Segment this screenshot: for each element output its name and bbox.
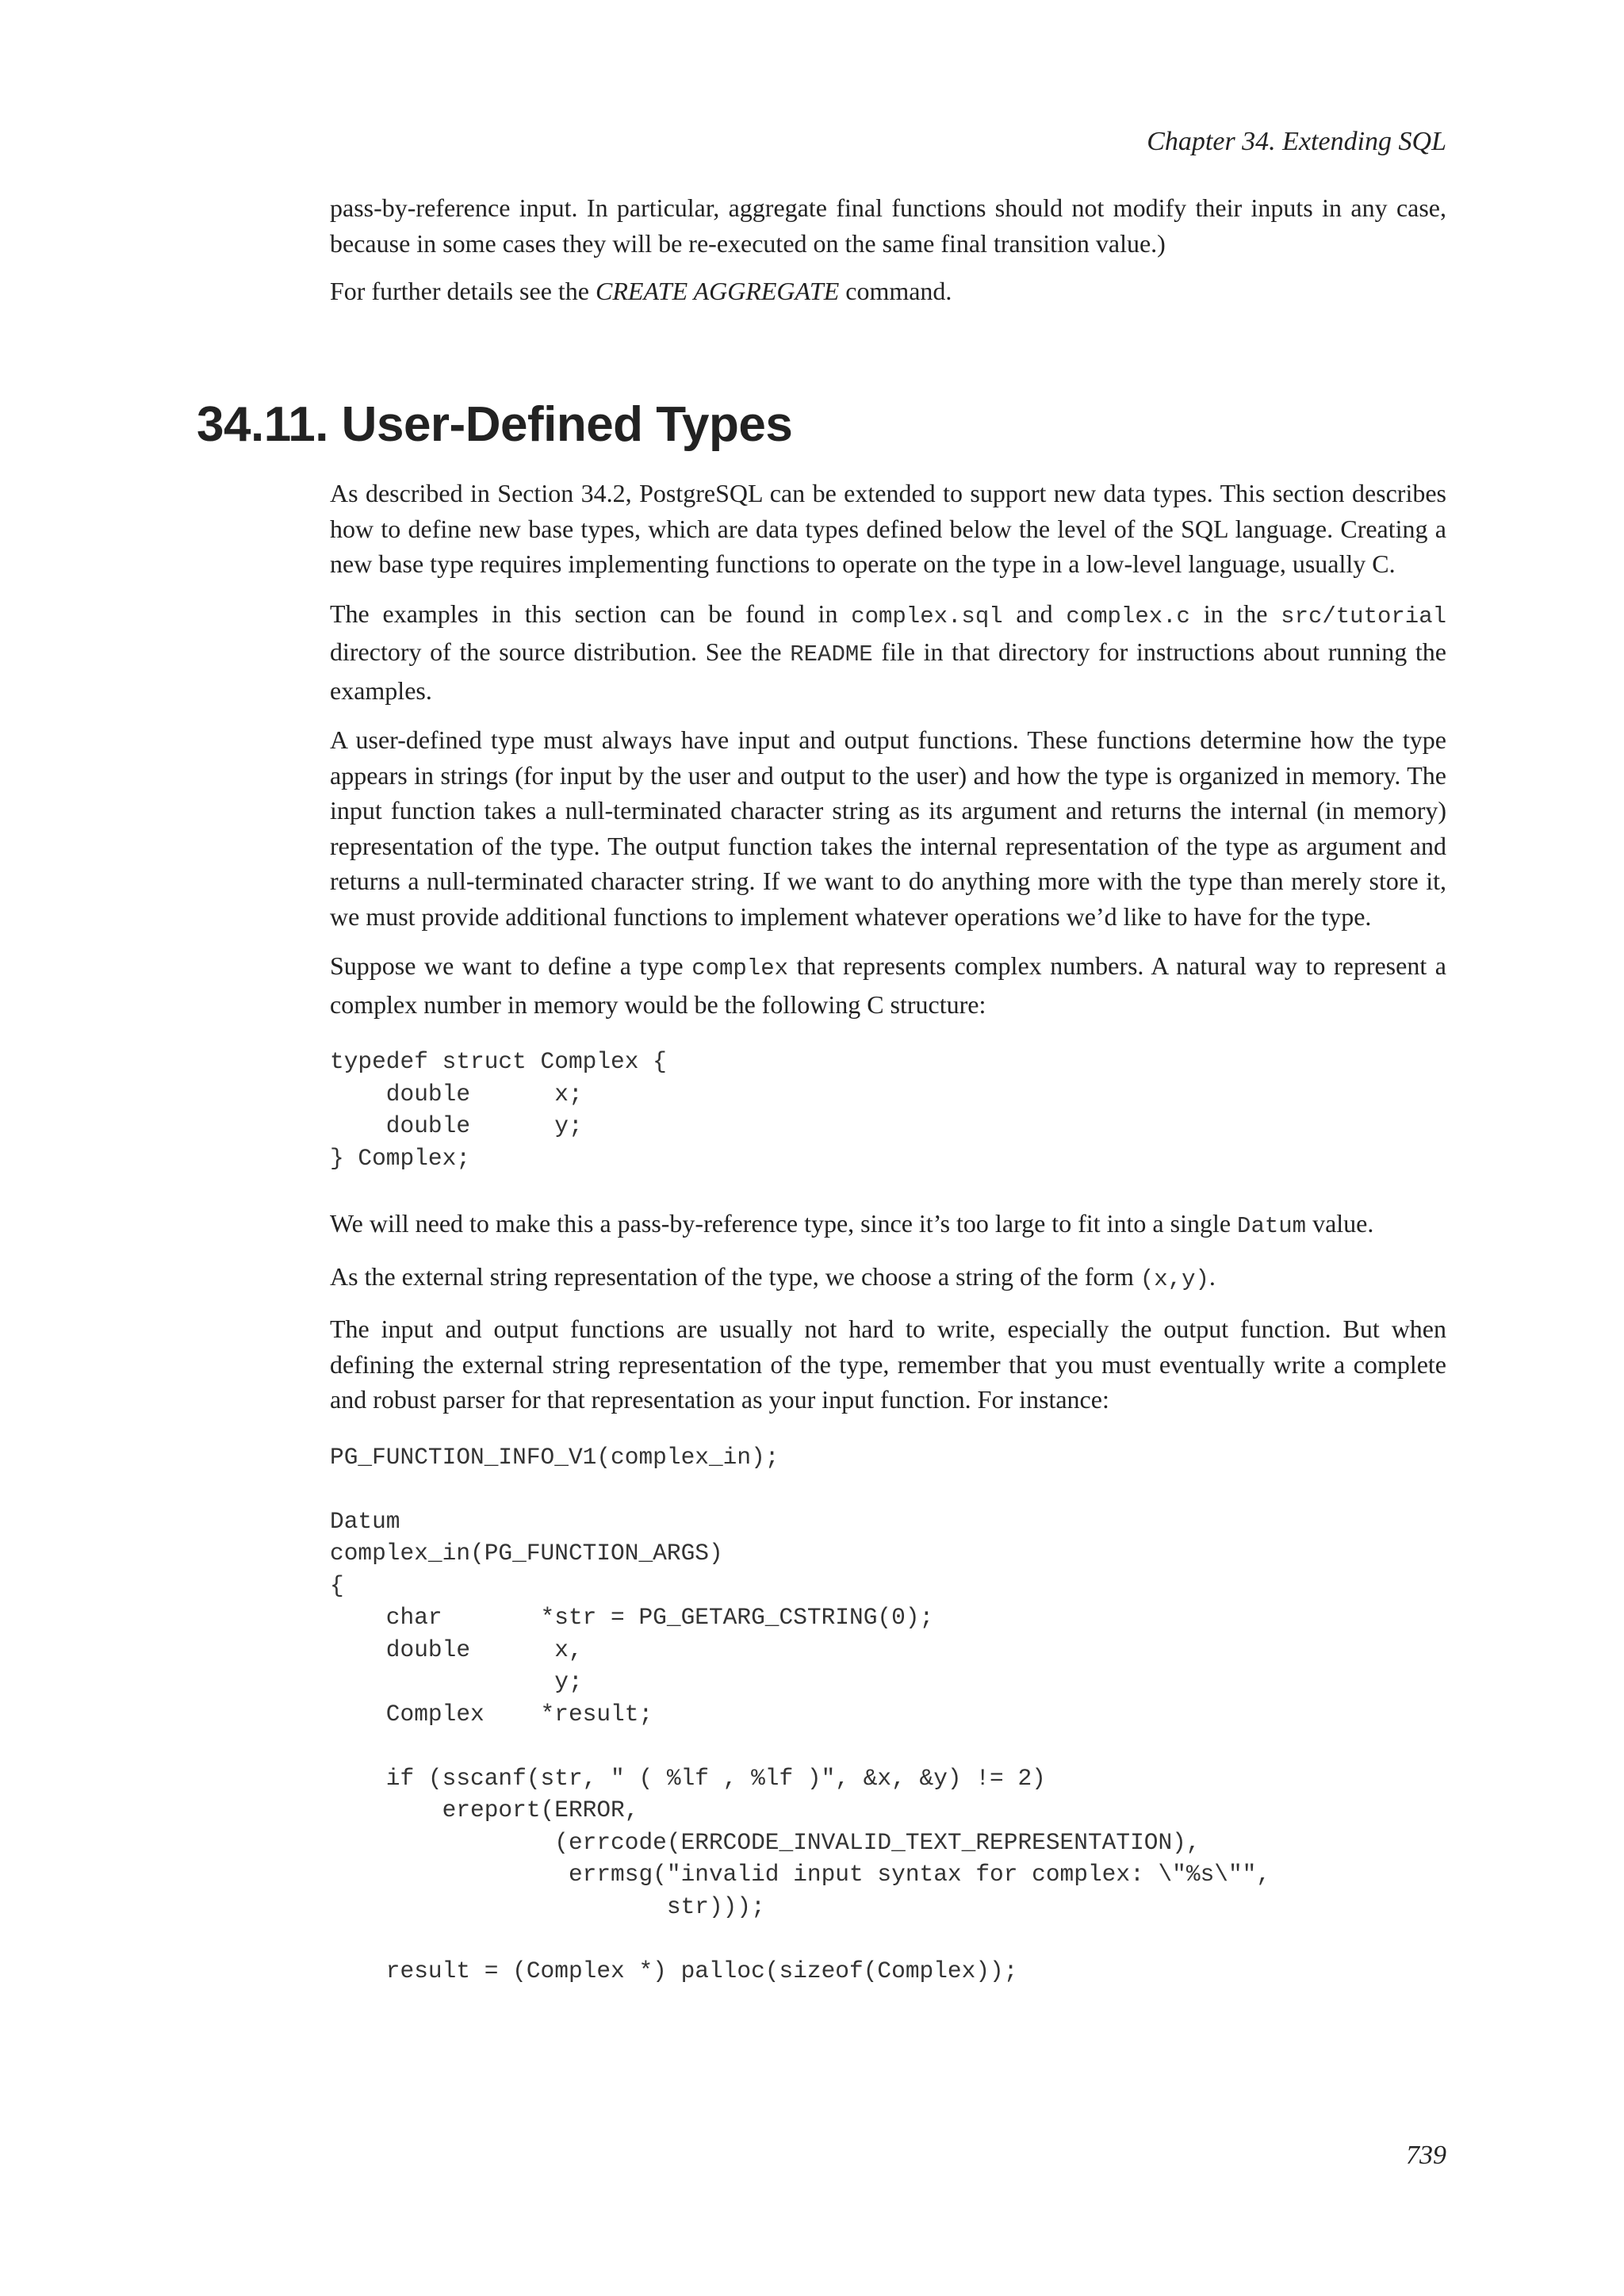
- text: For further details see the: [330, 277, 596, 305]
- paragraph-string-representation: [330, 1259, 1446, 1298]
- type-name: complex: [691, 955, 789, 982]
- text: .: [1208, 1261, 1216, 1291]
- section-body: [330, 476, 1446, 2019]
- text: The examples in this section can be found in: [330, 599, 852, 628]
- code-block-complex-in: PG_FUNCTION_INFO_V1(complex_in); Datum complex_in(PG_FUNCTION_ARGS) { char *str = PG_GETARG_CSTRING(0); double x, y; Complex *result; if (sscanf(str, " ( %lf , %lf )", &x, &y) != 2) ereport(ERROR, (errcode(ERRCODE_INVALID_TEXT_REPRESENTATION), errmsg("invalid input syntax for complex: \"%s\"", str))); result = (Complex *) palloc(sizeof(Complex));: [330, 1443, 1271, 1984]
- paragraph-complex-type: [330, 948, 1446, 1022]
- intro-block: [330, 190, 1446, 323]
- page-number: 739: [1406, 2141, 1446, 2170]
- text: file in that directory for instructions about running the examples.: [330, 637, 1447, 705]
- command-reference: CREATE AGGREGATE: [596, 277, 840, 305]
- filename: complex.sql: [851, 603, 1003, 629]
- filename: complex.c: [1066, 603, 1190, 629]
- text: and: [1002, 599, 1067, 628]
- filename: README: [790, 641, 873, 668]
- paragraph-examples-location: [330, 596, 1446, 709]
- text: directory of the source distribution. See the: [330, 637, 791, 666]
- code-block-struct: typedef struct Complex { double x; double y; } Complex;: [330, 1048, 667, 1172]
- paragraph-parser-advice: The input and output functions are usually not hard to write, especially the output function. But when defining the external string representation of the type, remember that you must eventually write a complete and robust parser for that representation as your input function. For instance:: [330, 1314, 1446, 1414]
- running-head: Chapter 34. Extending SQL: [1147, 127, 1446, 156]
- text: that represents complex numbers. A natural way to represent a complex number in memory would be the following C structure:: [330, 951, 1447, 1019]
- text: As the external string representation of the type, we choose a string of the form: [330, 1261, 1140, 1291]
- section-heading: 34.11. User-Defined Types: [197, 397, 793, 452]
- format-example: (x,y): [1139, 1265, 1209, 1292]
- paragraph-intro: As described in Section 34.2, PostgreSQL can be extended to support new data types. This section describes how to define new base types, which are data types defined below the level of the SQL language. Creating a new base type requires implementing functions to operate on the type in a low-level language, usually C.: [330, 479, 1446, 578]
- text: We will need to make this a pass-by-reference type, since it’s too large to fit into a single: [330, 1209, 1238, 1238]
- text: command.: [839, 277, 952, 305]
- intro-paragraph: pass-by-reference input. In particular, aggregate final functions should not modify their inputs in any case, because in some cases they will be re-executed on the same final transition value.): [330, 193, 1446, 258]
- text: Suppose we want to define a type: [330, 951, 692, 980]
- text: value.: [1306, 1209, 1374, 1238]
- further-details-paragraph: [330, 274, 1446, 309]
- paragraph-pass-by-reference: [330, 1206, 1446, 1245]
- text: in the: [1189, 599, 1281, 628]
- type-name: Datum: [1237, 1213, 1307, 1239]
- paragraph-io-functions: A user-defined type must always have input and output functions. These functions determine how the type appears in strings (for input by the user and output to the user) and how the type is organized in memory. The input function takes a null-terminated character string as its argument and returns the internal (in memory) representation of the type. The output function takes the internal representation of the type as argument and returns a null-terminated character string. If we want to do anything more with the type than merely store it, we must provide additional functions to implement whatever operations we’d like to have for the type.: [330, 725, 1446, 931]
- directory-path: src/tutorial: [1281, 603, 1447, 629]
